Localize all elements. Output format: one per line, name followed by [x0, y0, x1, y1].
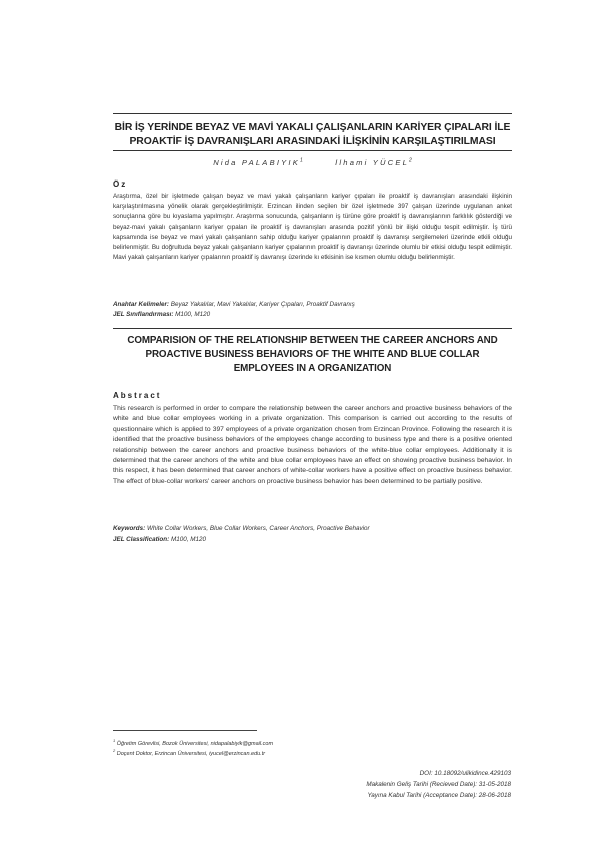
- footnote-2-sup: 2: [113, 748, 116, 753]
- english-jel-label: JEL Classification:: [113, 536, 170, 543]
- english-title-top-rule: [113, 328, 512, 329]
- english-jel: [113, 535, 512, 545]
- author-1-name: Nida PALABIYIK: [213, 157, 300, 167]
- turkish-keywords-label: Anahtar Kelimeler:: [113, 301, 169, 308]
- turkish-title: [113, 121, 512, 148]
- turkish-keywords: [113, 300, 512, 310]
- received-date: Makalenin Geliş Tarihi (Recieved Date): 31-05-2018: [366, 781, 511, 789]
- author-1-sup: 1: [299, 157, 303, 163]
- authors: [113, 157, 512, 167]
- english-title-line-3: EMPLOYEES IN A ORGANIZATION: [233, 363, 392, 375]
- turkish-jel-value: M100, M120: [175, 311, 211, 318]
- doi: DOI: 10.18092/ulikidince.429103: [419, 770, 511, 777]
- top-rule: [113, 113, 512, 114]
- footnote-1-text: Öğretim Görevlisi, Bozok Üniversitesi, nidapalabiyik@gmail.com: [116, 740, 274, 747]
- acceptance-date: Yayına Kabul Tarihi (Acceptance Date): 28-06-2018: [367, 792, 511, 800]
- turkish-title-line-1: BİR İŞ YERİNDE BEYAZ VE MAVİ YAKALI ÇALIŞANLARIN KARİYER ÇIPALARI İLE: [114, 122, 511, 133]
- article-meta: [211, 768, 511, 802]
- footnote-2: [113, 748, 265, 757]
- author-2-sup: 2: [409, 157, 412, 163]
- turkish-abstract-heading: Öz: [113, 180, 128, 189]
- english-jel-value: M100, M120: [170, 536, 206, 543]
- english-title-line-2: PROACTIVE BUSINESS BEHAVIORS OF THE WHITE AND BLUE COLLAR: [145, 349, 480, 361]
- english-abstract-heading: Abstract: [113, 391, 162, 400]
- english-keywords: [113, 524, 512, 534]
- english-title: [113, 334, 512, 377]
- turkish-keywords-value: Beyaz Yakalılar, Mavi Yakalılar, Kariyer Çıpaları, Proaktif Davranış: [170, 301, 355, 308]
- footnote-2-text: Doçent Doktor, Erzincan Üniversitesi, iyucel@erzincan.edu.tr: [116, 750, 266, 757]
- english-abstract-text: This research is performed in order to compare the relationship between the career anchors and proactive business behaviors of the white and blue collar employees working in a private organization. This comparison is carried out according to the results of questionnaire which is applied to 397 employees of a private organization chosen from Erzincan Province. Following the research it is identified that the proactive business behaviors of the employees change according to business type and there is a positive oriented relationship between the career anchors and proactive business behaviors of the white-blue collar employees. Additionally it is determined that the career anchors of the white and blue collar employees have an effect on showing proactive business behavior. In this respect, it has been determined that career anchors of white-collar workers have a positive effect on proactive business behavior. The effect of blue-collar workers' career anchors on proactive business behavior has been determined to be partially positive.: [113, 405, 512, 485]
- turkish-jel: [113, 310, 512, 320]
- title-bottom-rule: [113, 150, 512, 151]
- footnote-1-sup: 1: [113, 738, 116, 743]
- english-keywords-value: White Collar Workers, Blue Collar Workers, Career Anchors, Proactive Behavior: [146, 525, 370, 532]
- turkish-title-line-2: PROAKTİF İŞ DAVRANIŞLARI ARASINDAKİ İLİŞKİNİN KARŞILAŞTIRILMASI: [129, 135, 496, 147]
- author-2: [335, 158, 412, 167]
- turkish-jel-label: JEL Sınıflandırması:: [113, 311, 174, 318]
- english-keywords-label: Keywords:: [113, 525, 146, 532]
- footnote-rule: [113, 730, 257, 731]
- author-1: [213, 158, 303, 167]
- turkish-abstract-text: Araştırma, özel bir işletmede çalışan beyaz ve mavi yakalı çalışanların kariyer çıpaları ile proaktif iş davranışları arasındaki ilişkinin karşılaştırılmasına yönelik olarak gerçekleştirilmiştir. Erzincan ilinden seçilen bir özel işletmede 397 çalışan üzerinde uygulanan anket sonuçlarına göre bu kıyaslama yapılmıştır. Araştırma sonucunda, çalışanların iş türüne göre proaktif iş davranışlarının farklılık gösterdiği ve beyaz-mavi yakalı çalışanların kariyer çıpaları ile proaktif iş davranışları arasında pozitif yönlü bir ilişki olduğu tespit edilmiştir. İş türü kapsamında ise beyaz ve mavi yakalı çalışanların sahip olduğu kariyer çıpalarının proaktif iş davranışı sergilemeleri üzerinde etkili olduğu belirlenmiştir. Bu doğrultuda beyaz yakalı çalışanların kariyer çıpalarının proaktif iş davranışı üzerinde olumlu bir etkisi olduğu tespit edilmiştir. Mavi yakalı çalışanların kariyer çıpalarının proaktif iş davranışı üzerinde kı etkisinin ise kısmen olumlu olduğu belirlenmiştir.: [113, 193, 512, 262]
- footnote-1: [113, 738, 273, 747]
- author-2-name: İlhami YÜCEL: [335, 157, 410, 167]
- english-title-line-1: COMPARISION OF THE RELATIONSHIP BETWEEN THE CAREER ANCHORS AND: [127, 335, 498, 346]
